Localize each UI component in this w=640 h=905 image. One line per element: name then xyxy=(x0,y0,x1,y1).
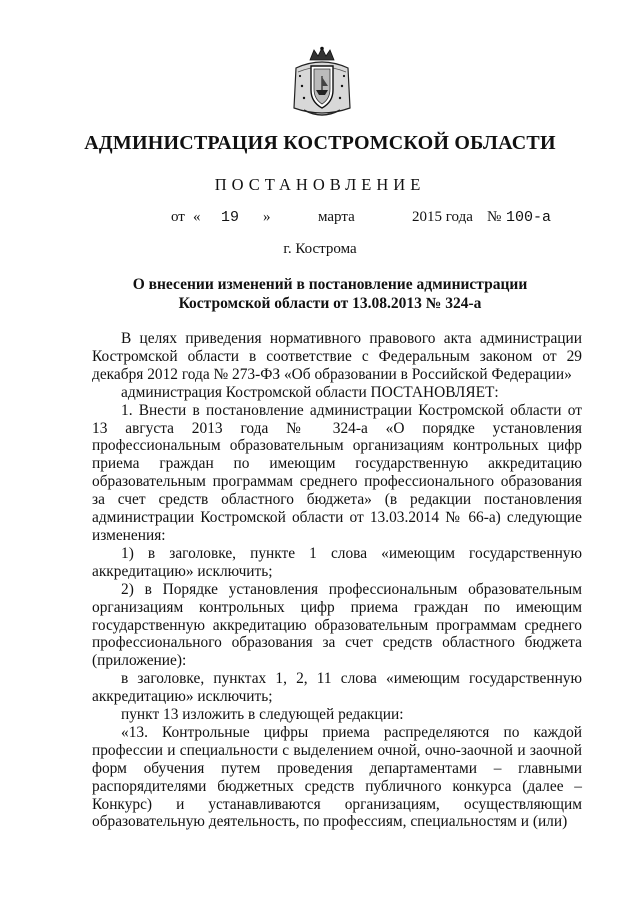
date-prefix: от xyxy=(171,209,185,225)
document-number: 100-а xyxy=(506,209,552,226)
number-sign: № xyxy=(487,209,502,225)
body-paragraph: «13. Контрольные цифры приема распределяются по каждой профессии и специальности с выделением очной, очно-заочной и заочной форм обучения путем проведения департаментами – главными распорядителями бюджетных средств публичного конкурса (далее – Конкурс) и устанавливаются организациям, осуществляющим образовательную деятельность, по профессиям, специальностям и (или) xyxy=(92,723,582,831)
body-paragraph: в заголовке, пунктах 1, 2, 11 слова «имеющим государственную аккредитацию» исключить; xyxy=(92,670,582,706)
date-year: 2015 года xyxy=(412,209,473,225)
body-paragraph: 1) в заголовке, пункте 1 слова «имеющим государственную аккредитацию» исключить; xyxy=(92,544,582,580)
document-subject xyxy=(60,275,600,313)
body-paragraph: 2) в Порядке установления профессиональным образовательным организациям контрольных цифр приема граждан по имеющим государственную аккредитацию образовательным программам среднего профессионального образования за счет средств областного бюджета (приложение): xyxy=(92,580,582,670)
date-month: марта xyxy=(318,209,355,225)
document-dateline xyxy=(0,209,640,231)
date-close-quote: » xyxy=(263,209,271,225)
organization-title: АДМИНИСТРАЦИЯ КОСТРОМСКОЙ ОБЛАСТИ xyxy=(84,132,556,154)
subject-line: Костромской области от 13.08.2013 № 324-а xyxy=(178,295,482,312)
body-paragraph: администрация Костромской области ПОСТАНОВЛЯЕТ: xyxy=(121,383,499,401)
coat-of-arms-icon xyxy=(290,46,354,122)
date-open-quote: « xyxy=(193,209,201,225)
body-paragraph: 1. Внести в постановление администрации Костромской области от 13 августа 2013 года № 324-а «О порядке установления профессиональным образовательным организациям контрольных цифр приема граждан по имеющим государственную аккредитацию образовательным программам среднего профессионального образования за счет средств областного бюджета» (в редакции постановления администрации Костромской области от 13.03.2014 № 66-а) следующие изменения: xyxy=(92,401,582,544)
city: г. Кострома xyxy=(283,241,357,257)
subject-line: О внесении изменений в постановление администрации xyxy=(132,276,528,293)
body-paragraph: пункт 13 изложить в следующей редакции: xyxy=(121,706,404,724)
document-body xyxy=(92,330,582,831)
body-paragraph: В целях приведения нормативного правового акта администрации Костромской области в соответствие с Федеральным законом от 29 декабря 2012 года № 273-ФЗ «Об образовании в Российской Федерации» xyxy=(92,330,582,383)
date-day: 19 xyxy=(221,209,240,226)
document-type: ПОСТАНОВЛЕНИЕ xyxy=(214,175,426,194)
